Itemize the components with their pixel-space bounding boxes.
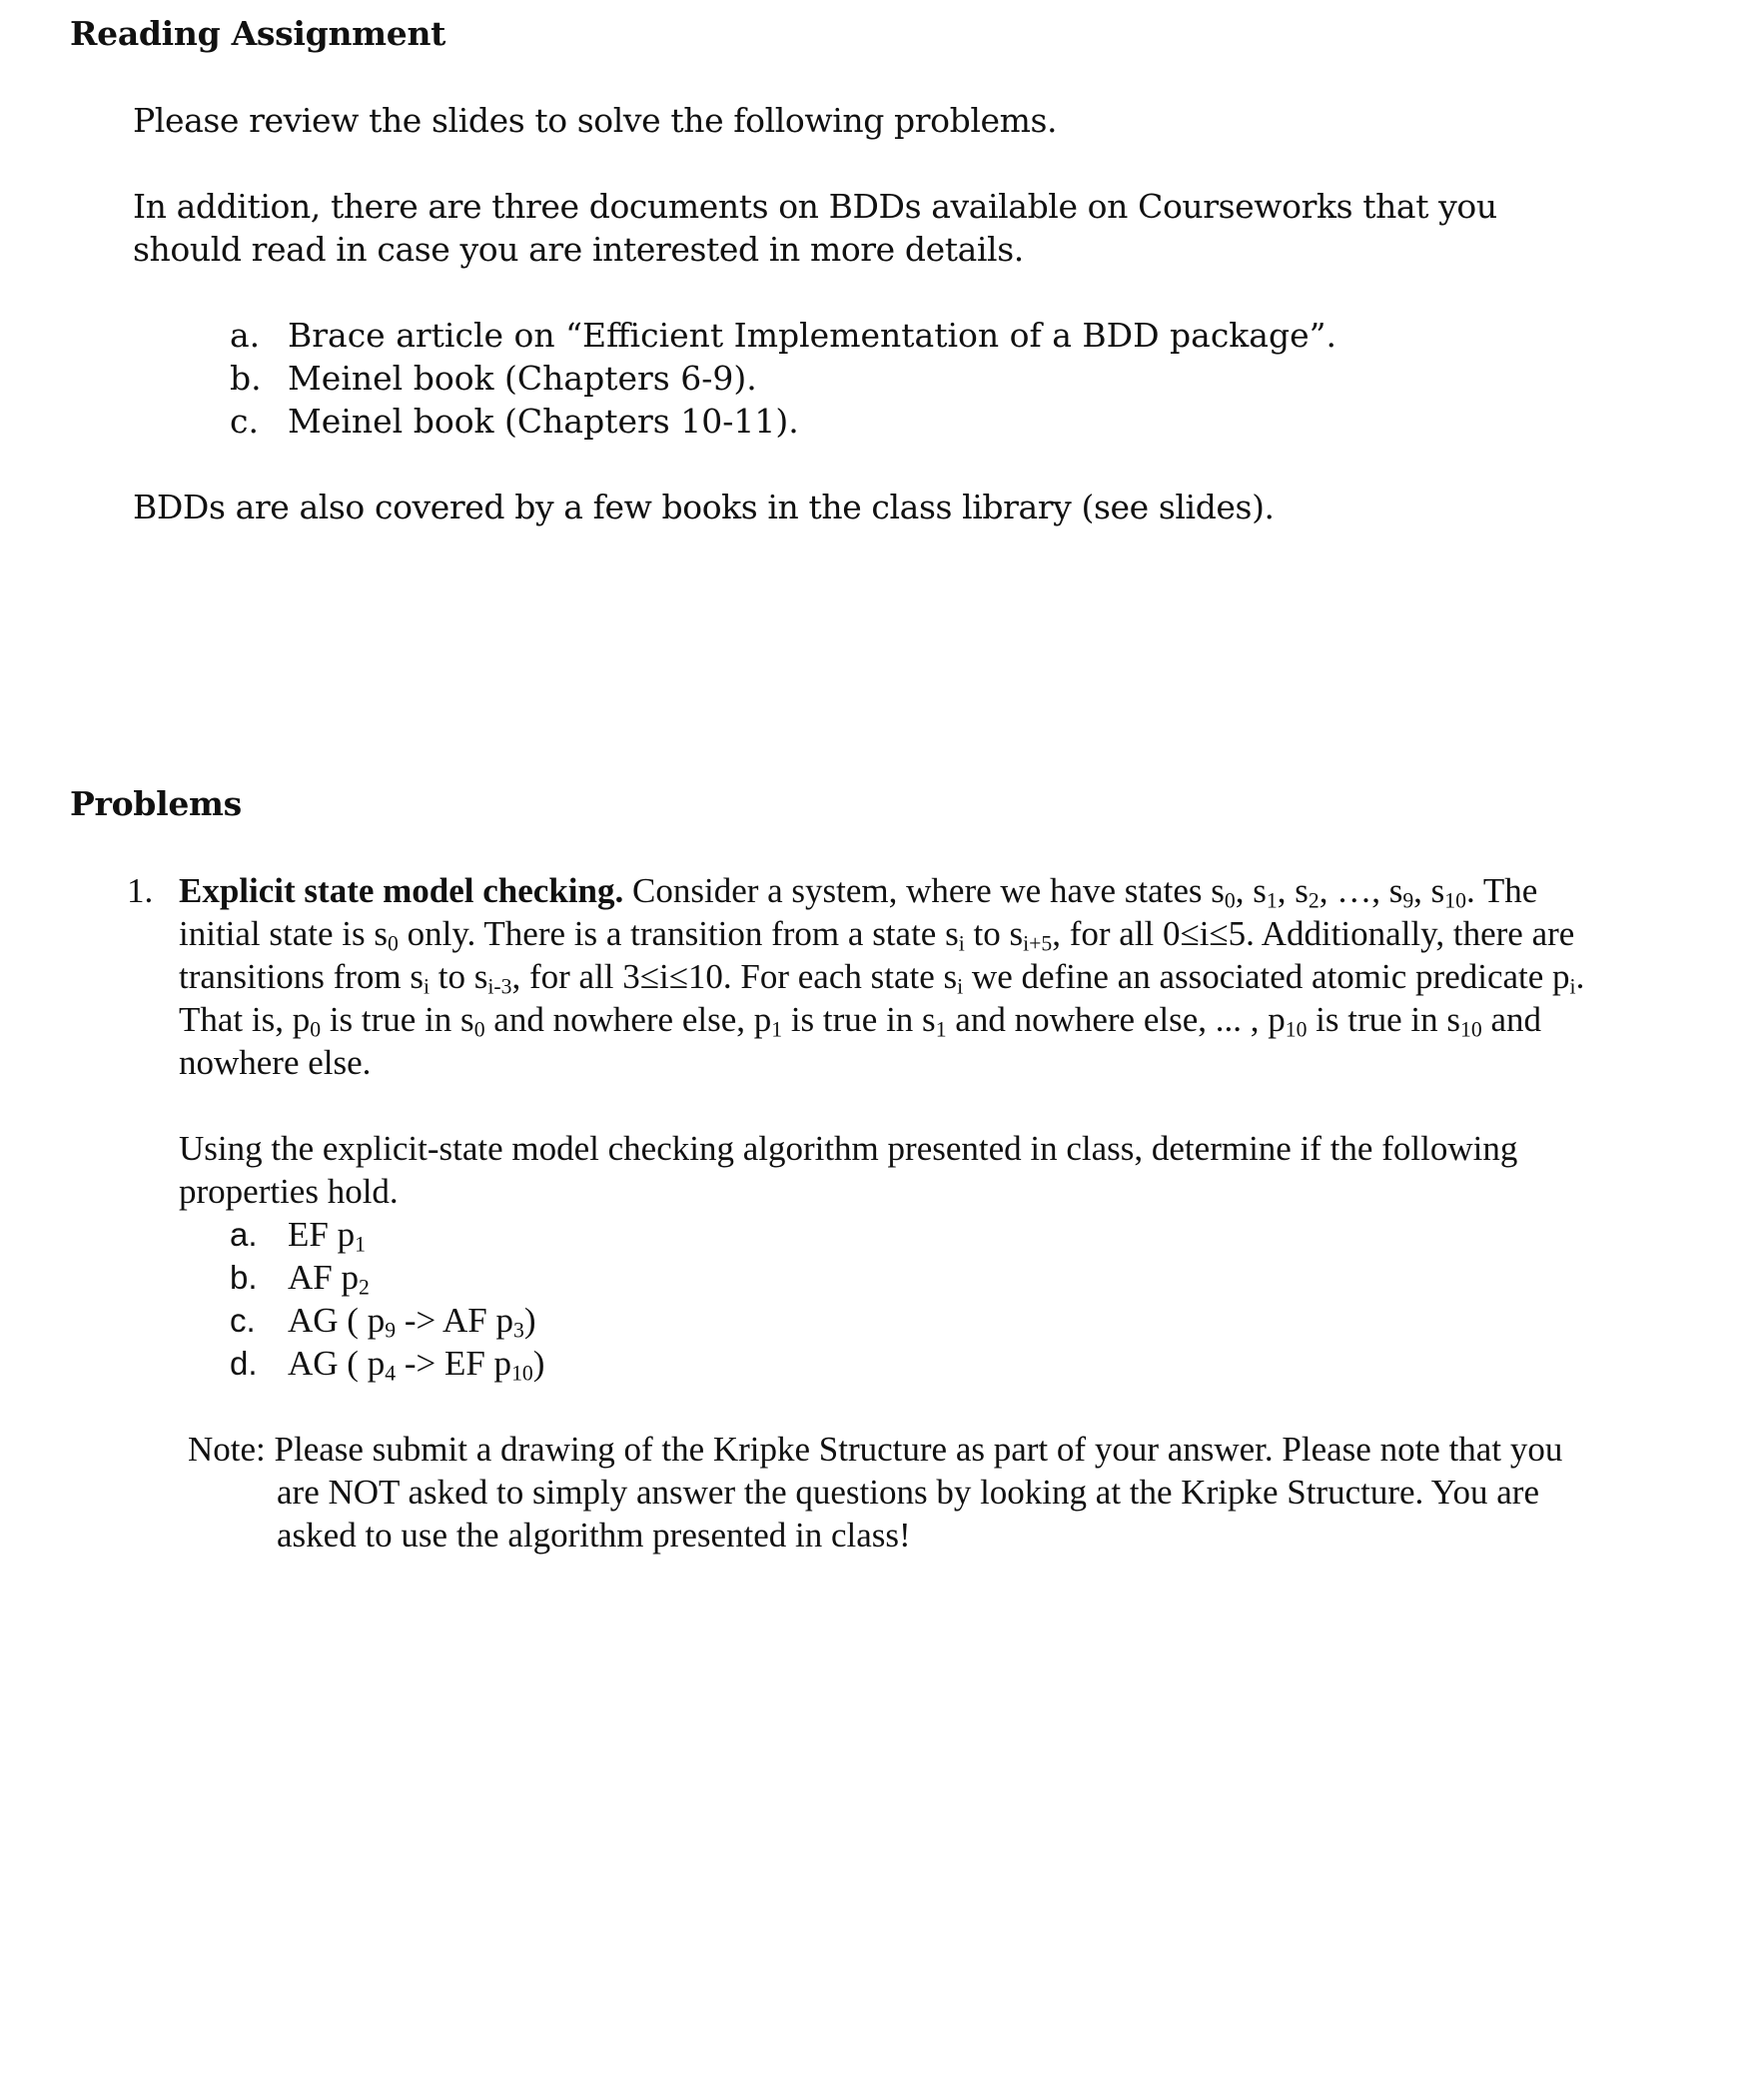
using-line-1: Using the explicit-state model checking algorithm presented in class, determine if the following [179,1129,1518,1168]
reading-intro: Please review the slides to solve the following problems. [133,101,1058,140]
reading-heading: Reading Assignment [70,14,446,53]
property-formula: AF $p_2$ [288,1258,370,1300]
list-marker: b. [230,1259,258,1296]
problem-1-line-3: transitions from $s_i$ to $s_{i-3}$, for all 3≤i≤10. For each state $s_i$ we define an associated atomic predicate $p_i$. [179,957,1585,999]
docs-line-1: In addition, there are three documents on BDDs available on Courseworks that you [133,187,1497,226]
list-item-text: Brace article on “Efficient Implementation of a BDD package”. [288,316,1336,355]
note-line-3: asked to use the algorithm presented in class! [277,1516,911,1555]
property-formula: EF $p_1$ [288,1215,366,1257]
docs-line-2: should read in case you are interested in more details. [133,230,1024,269]
list-marker: c. [230,402,259,441]
list-item-text: Meinel book (Chapters 10-11). [288,402,799,441]
problem-1-line-4: That is, $p_0$ is true in $s_0$ and nowhere else, $p_1$ is true in $s_1$ and nowhere else, ... , $p_{10}$ is true in $s_{10}$ and [179,1000,1542,1042]
problem-title: Explicit state model checking. [179,871,624,910]
list-item-text: Meinel book (Chapters 6-9). [288,359,757,398]
library-note: BDDs are also covered by a few books in the class library (see slides). [133,488,1275,526]
using-line-2: properties hold. [179,1172,399,1211]
problem-number: 1. [127,871,154,910]
property-formula: AG ( $p_4$ -> EF $p_{10}$) [288,1344,545,1386]
list-marker: d. [230,1345,258,1382]
problem-1-line-2: initial state is $s_0$ only. There is a transition from a state $s_i$ to $s_{i+5}$, for all 0≤i≤5. Additionally, there are [179,914,1575,956]
list-marker: b. [230,359,262,398]
note-line-2: are NOT asked to simply answer the questions by looking at the Kripke Structure. You are [277,1473,1539,1512]
problem-1-line-1: Explicit state model checking. Consider a system, where we have states $s_0$, $s_1$, $s_2$, …, $s_9$, $s_{10}$. The [179,871,1538,913]
note-line-1: Note: Please submit a drawing of the Kripke Structure as part of your answer. Please note that you [188,1430,1563,1469]
problem-1-line-5: nowhere else. [179,1043,372,1082]
list-marker: a. [230,316,261,355]
problems-heading: Problems [70,784,242,823]
list-marker: a. [230,1216,258,1253]
property-formula: AG ( $p_9$ -> AF $p_3$) [288,1301,536,1343]
list-marker: c. [230,1302,256,1339]
